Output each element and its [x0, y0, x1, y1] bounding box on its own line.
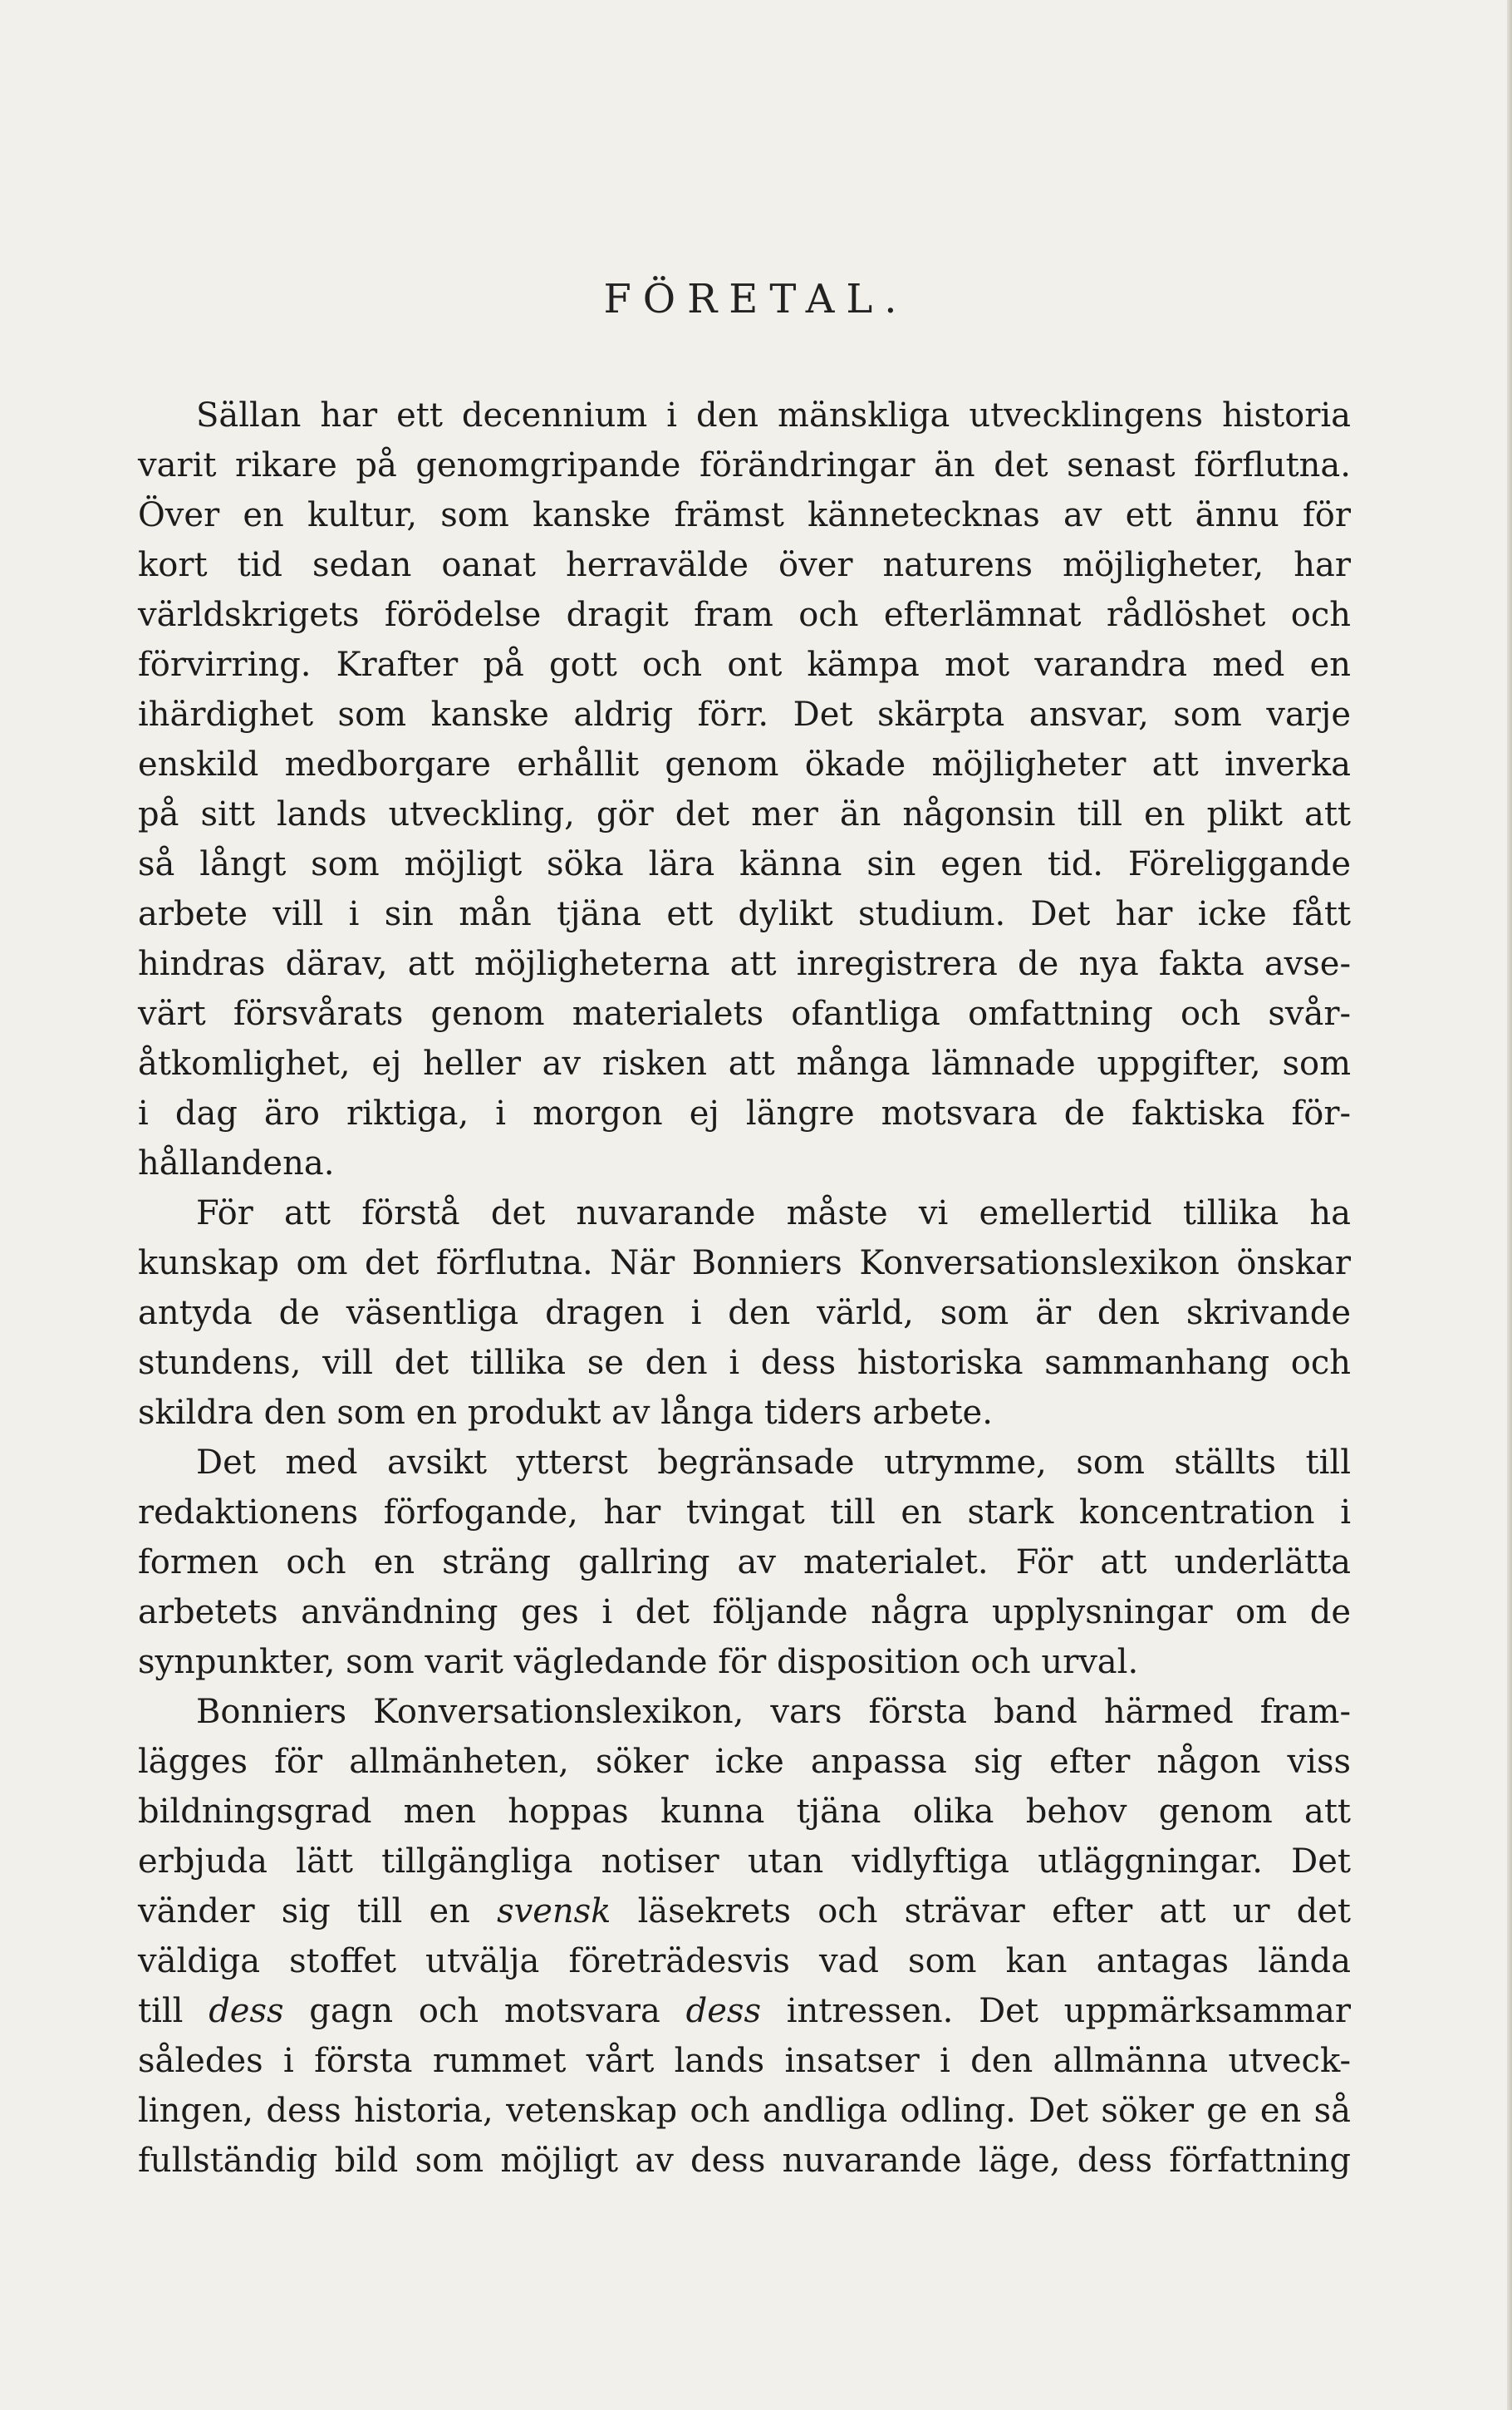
- text-line: åtkomlighet, ej heller av risken att många lämnade uppgifter, som: [138, 1045, 1351, 1083]
- text-line: på sitt lands utveckling, gör det mer än någonsin till en plikt att: [138, 795, 1351, 834]
- text-segment: intressen. Det uppmärksammar: [760, 1992, 1351, 2030]
- body-text: [138, 391, 1351, 2186]
- text-line: lägges för allmänheten, söker icke anpassa sig efter någon viss: [138, 1743, 1351, 1781]
- text-line: synpunkter, som varit vägledande för disposition och urval.: [138, 1643, 1139, 1681]
- text-line: således i första rummet vårt lands insatser i den allmänna utveck-: [138, 2042, 1351, 2080]
- emphasis-text: dess: [685, 1992, 761, 2030]
- text-line: kunskap om det förflutna. När Bonniers Konversationslexikon önskar: [138, 1244, 1351, 1282]
- text-line: hållandena.: [138, 1144, 335, 1183]
- text-line: väldiga stoffet utvälja företrädesvis vad som kan antagas lända: [138, 1942, 1351, 1980]
- text-line: [138, 1886, 1351, 1936]
- page-edge: [1507, 0, 1512, 2410]
- text-line: formen och en sträng gallring av materialet. För att underlätta: [138, 1543, 1351, 1581]
- text-line: redaktionens förfogande, har tvingat till en stark koncentration i: [138, 1493, 1351, 1532]
- text-line: förvirring. Krafter på gott och ont kämpa mot varandra med en: [138, 646, 1351, 684]
- text-line: erbjuda lätt tillgängliga notiser utan vidlyftiga utläggningar. Det: [138, 1842, 1351, 1881]
- page-title: FÖRETAL.: [603, 276, 909, 322]
- text-line: i dag äro riktiga, i morgon ej längre motsvara de faktiska för-: [138, 1094, 1351, 1133]
- text-line: lingen, dess historia, vetenskap och andliga odling. Det söker ge en så: [138, 2092, 1351, 2130]
- text-line: Sällan har ett decennium i den mänskliga utvecklingens historia: [196, 396, 1351, 435]
- text-segment: till: [138, 1992, 209, 2030]
- text-line: Över en kultur, som kanske främst kännetecknas av ett ännu för: [138, 496, 1351, 534]
- text-line: värt försvårats genom materialets ofantliga omfattning och svår-: [138, 995, 1351, 1033]
- text-line: så långt som möjligt söka lära känna sin egen tid. Föreliggande: [138, 845, 1351, 883]
- text-line: bildningsgrad men hoppas kunna tjäna olika behov genom att: [138, 1793, 1351, 1831]
- text-line: Det med avsikt ytterst begränsade utrymme, som ställts till: [196, 1444, 1351, 1482]
- text-line: [138, 1986, 1351, 2036]
- text-line: Bonniers Konversationslexikon, vars första band härmed fram-: [196, 1693, 1351, 1731]
- text-line: skildra den som en produkt av långa tiders arbete.: [138, 1394, 993, 1432]
- text-line: stundens, vill det tillika se den i dess historiska sammanhang och: [138, 1344, 1351, 1382]
- text-line: fullständig bild som möjligt av dess nuvarande läge, dess författning: [138, 2142, 1351, 2180]
- text-line: arbete vill i sin mån tjäna ett dylikt studium. Det har icke fått: [138, 895, 1351, 933]
- text-line: hindras därav, att möjligheterna att inregistrera de nya fakta avse-: [138, 945, 1351, 983]
- text-line: arbetets användning ges i det följande några upplysningar om de: [138, 1593, 1351, 1631]
- text-line: För att förstå det nuvarande måste vi emellertid tillika ha: [196, 1194, 1351, 1232]
- text-line: kort tid sedan oanat herravälde över naturens möjligheter, har: [138, 546, 1351, 584]
- text-line: enskild medborgare erhållit genom ökade möjligheter att inverka: [138, 745, 1351, 784]
- text-segment: gagn och motsvara: [283, 1992, 686, 2030]
- text-segment: vänder sig till en: [138, 1892, 498, 1930]
- text-segment: läsekrets och strävar efter att ur det: [611, 1892, 1352, 1930]
- emphasis-text: svensk: [497, 1892, 611, 1930]
- text-line: varit rikare på genomgripande förändringar än det senast förflutna.: [138, 446, 1351, 484]
- text-line: världskrigets förödelse dragit fram och efterlämnat rådlöshet och: [138, 596, 1351, 634]
- text-line: antyda de väsentliga dragen i den värld, som är den skrivande: [138, 1294, 1351, 1332]
- emphasis-text: dess: [209, 1992, 284, 2030]
- text-line: ihärdighet som kanske aldrig förr. Det skärpta ansvar, som varje: [138, 696, 1351, 734]
